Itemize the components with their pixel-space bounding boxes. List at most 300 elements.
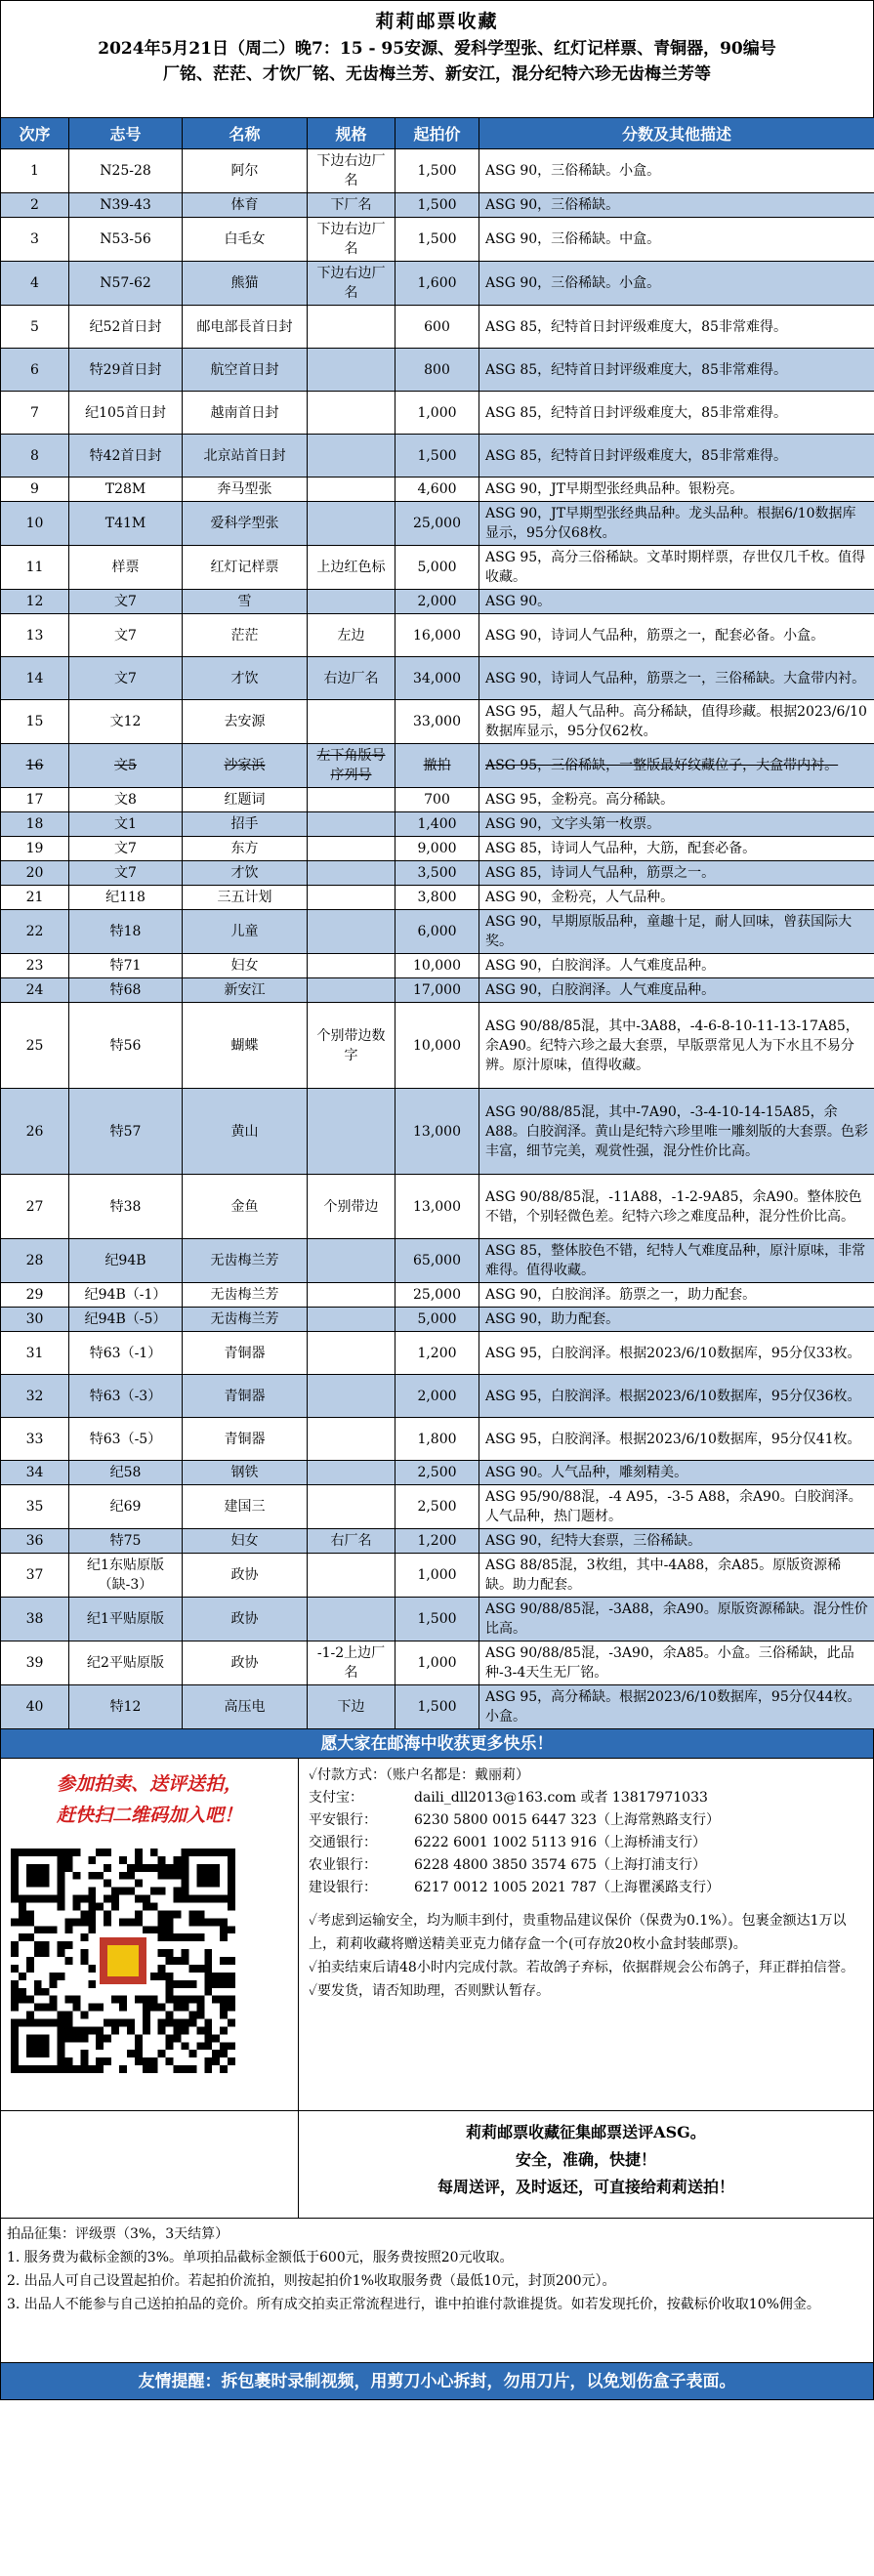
table-row xyxy=(1,1175,874,1239)
table-header-row xyxy=(1,118,874,149)
lot-spec xyxy=(308,392,395,435)
lot-start-price: 1,500 xyxy=(395,1685,479,1729)
lot-number: 23 xyxy=(1,954,69,978)
lot-number: 32 xyxy=(1,1375,69,1418)
lot-number: 7 xyxy=(1,392,69,435)
lot-code: 文7 xyxy=(69,837,183,861)
lot-number: 30 xyxy=(1,1308,69,1332)
lot-start-price: 1,000 xyxy=(395,1554,479,1598)
consignment-rules xyxy=(0,2218,874,2363)
lot-number: 10 xyxy=(1,502,69,546)
lot-name: 去安源 xyxy=(183,700,308,744)
table-row xyxy=(1,861,874,886)
shipping-notes xyxy=(309,1909,863,2003)
lot-number: 26 xyxy=(1,1089,69,1175)
lot-spec: 下边 xyxy=(308,1685,395,1729)
table-row xyxy=(1,262,874,306)
bank-account: 6228 4800 3850 3574 675（上海打浦支行） xyxy=(414,1857,707,1873)
lot-start-price: 600 xyxy=(395,306,479,349)
lot-number: 21 xyxy=(1,886,69,910)
table-row xyxy=(1,392,874,435)
rule-item: 3. 出品人不能参与自己送拍拍品的竞价。所有成交拍卖正常流程进行，谁中拍谁付款谁提货。如若发现托价，按截标价收取10%佣金。 xyxy=(7,2297,820,2312)
lot-code: 纪118 xyxy=(69,886,183,910)
lot-spec xyxy=(308,1375,395,1418)
table-row xyxy=(1,435,874,478)
alipay-value: daili_dll2013@163.com 或者 13817971033 xyxy=(414,1790,708,1806)
lot-name: 熊猫 xyxy=(183,262,308,306)
lot-start-price: 2,500 xyxy=(395,1461,479,1485)
table-row xyxy=(1,1641,874,1685)
lot-name: 青铜器 xyxy=(183,1375,308,1418)
lot-code: 特63（-5） xyxy=(69,1418,183,1461)
lot-description: ASG 90/88/85混，-3A90，余A85。小盒。三俗稀缺，此品种-3-4天生无厂铭。 xyxy=(479,1641,874,1685)
lot-description: ASG 95，白胶润泽。根据2023/6/10数据库，95分仅41枚。 xyxy=(479,1418,874,1461)
table-row xyxy=(1,1418,874,1461)
bank-name: 平安银行： xyxy=(309,1812,377,1828)
lot-code: 文7 xyxy=(69,861,183,886)
lot-number: 25 xyxy=(1,1003,69,1089)
title-block xyxy=(0,0,874,117)
lot-spec xyxy=(308,502,395,546)
lot-description: ASG 90，助力配套。 xyxy=(479,1308,874,1332)
lot-name: 政协 xyxy=(183,1641,308,1685)
lot-start-price: 25,000 xyxy=(395,1283,479,1308)
lot-number: 20 xyxy=(1,861,69,886)
lot-code: 纪1东贴原版（缺-3） xyxy=(69,1554,183,1598)
lot-start-price: 5,000 xyxy=(395,546,479,590)
lot-spec xyxy=(308,1461,395,1485)
lot-description: ASG 90，金粉亮，人气品种。 xyxy=(479,886,874,910)
page-title: 莉莉邮票收藏 xyxy=(375,11,499,32)
lot-start-price: 10,000 xyxy=(395,1003,479,1089)
lot-name: 茫茫 xyxy=(183,614,308,657)
lot-spec: 左下角版号序列号 xyxy=(308,744,395,788)
lot-description: ASG 85，纪特首日封评级难度大，85非常难得。 xyxy=(479,306,874,349)
lot-name: 政协 xyxy=(183,1598,308,1641)
join-line-2: 赶快扫二维码加入吧！ xyxy=(56,1805,242,1826)
lot-description: ASG 90，JT早期型张经典品种。龙头品种。根据6/10数据库显示，95分仅68枚。 xyxy=(479,502,874,546)
table-row xyxy=(1,910,874,954)
lot-number: 16 xyxy=(1,744,69,788)
lot-number: 5 xyxy=(1,306,69,349)
lot-name: 奔马型张 xyxy=(183,478,308,502)
lot-code: 特63（-3） xyxy=(69,1375,183,1418)
lot-start-price: 1,500 xyxy=(395,1598,479,1641)
lot-spec xyxy=(308,954,395,978)
lot-code: T28M xyxy=(69,478,183,502)
table-row xyxy=(1,1554,874,1598)
lot-spec xyxy=(308,886,395,910)
table-row xyxy=(1,954,874,978)
lot-number: 4 xyxy=(1,262,69,306)
table-row xyxy=(1,1685,874,1729)
lot-code: 特63（-1） xyxy=(69,1332,183,1375)
lot-description: ASG 90，三俗稀缺。小盒。 xyxy=(479,262,874,306)
lot-description: ASG 85，纪特首日封评级难度大，85非常难得。 xyxy=(479,349,874,392)
payment-heading: ✓付款方式：（账户名都是：戴丽莉） xyxy=(309,1767,530,1783)
auction-subtitle-2: 厂铭、茫茫、才饮厂铭、无齿梅兰芳、新安江，混分纪特六珍无齿梅兰芳等 xyxy=(163,64,711,84)
table-row xyxy=(1,614,874,657)
lot-start-price: 1,800 xyxy=(395,1418,479,1461)
shipping-note: ✓要发货，请否知助理，否则默认暂存。 xyxy=(309,1983,551,1999)
lot-spec: 下边右边厂名 xyxy=(308,218,395,262)
lot-description: ASG 95，高分稀缺。根据2023/6/10数据库，95分仅44枚。小盒。 xyxy=(479,1685,874,1729)
lot-number: 22 xyxy=(1,910,69,954)
lot-code: 特38 xyxy=(69,1175,183,1239)
lot-code: 纪94B（-5） xyxy=(69,1308,183,1332)
lot-start-price: 3,500 xyxy=(395,861,479,886)
table-row xyxy=(1,1485,874,1529)
lot-code: 特75 xyxy=(69,1529,183,1554)
lot-number: 31 xyxy=(1,1332,69,1375)
table-row xyxy=(1,478,874,502)
lot-name: 沙家浜 xyxy=(183,744,308,788)
lot-code: 纪58 xyxy=(69,1461,183,1485)
lot-name: 蝴蝶 xyxy=(183,1003,308,1089)
table-row xyxy=(1,1239,874,1283)
lot-code: 纪94B xyxy=(69,1239,183,1283)
lot-code: 纪2平贴原版 xyxy=(69,1641,183,1685)
lot-code: 特71 xyxy=(69,954,183,978)
lot-spec xyxy=(308,1554,395,1598)
lot-number: 28 xyxy=(1,1239,69,1283)
table-row xyxy=(1,218,874,262)
table-row xyxy=(1,812,874,837)
col-header-price: 起拍价 xyxy=(395,118,479,149)
lot-start-price: 2,500 xyxy=(395,1485,479,1529)
lot-name: 体育 xyxy=(183,193,308,218)
lot-spec: 右边厂名 xyxy=(308,657,395,700)
lot-start-price: 6,000 xyxy=(395,910,479,954)
col-header-code: 志号 xyxy=(69,118,183,149)
lot-start-price: 1,500 xyxy=(395,193,479,218)
lot-code: N39-43 xyxy=(69,193,183,218)
lot-start-price: 1,000 xyxy=(395,392,479,435)
lot-code: T41M xyxy=(69,502,183,546)
shipping-note: ✓拍卖结束后请48小时内完成付款。若故鸽子弃标，依据群规会公布鸽子，拜正群拍信誉。 xyxy=(309,1960,854,1975)
lot-description: ASG 90，诗词人气品种，筋票之一，三俗稀缺。大盒带内衬。 xyxy=(479,657,874,700)
lot-start-price: 33,000 xyxy=(395,700,479,744)
lot-spec xyxy=(308,861,395,886)
table-row xyxy=(1,349,874,392)
lot-name: 青铜器 xyxy=(183,1418,308,1461)
bank-name: 农业银行： xyxy=(309,1857,377,1873)
lot-code: 特68 xyxy=(69,978,183,1003)
lot-code: 纪94B（-1） xyxy=(69,1283,183,1308)
table-row xyxy=(1,837,874,861)
lot-name: 青铜器 xyxy=(183,1332,308,1375)
lot-spec xyxy=(308,1485,395,1529)
lot-number: 11 xyxy=(1,546,69,590)
lot-code: N25-28 xyxy=(69,149,183,193)
lot-spec xyxy=(308,306,395,349)
lot-code: 特42首日封 xyxy=(69,435,183,478)
lot-spec xyxy=(308,837,395,861)
lot-code: N53-56 xyxy=(69,218,183,262)
payment-panel xyxy=(299,1759,873,2110)
lot-description: ASG 85，纪特首日封评级难度大，85非常难得。 xyxy=(479,392,874,435)
lot-name: 北京站首日封 xyxy=(183,435,308,478)
collection-line-1: 莉莉邮票收藏征集邮票送评ASG。 xyxy=(466,2123,706,2141)
table-row xyxy=(1,886,874,910)
lot-spec xyxy=(308,1239,395,1283)
bank-row xyxy=(309,1809,863,1832)
lot-description: ASG 95，三俗稀缺，一整版最好纹藏位子，大盒带内衬。 xyxy=(479,744,874,788)
bank-list xyxy=(309,1809,863,1899)
join-panel xyxy=(1,1759,299,2110)
lot-code: 文7 xyxy=(69,657,183,700)
lot-number: 29 xyxy=(1,1283,69,1308)
lot-start-price: 800 xyxy=(395,349,479,392)
lot-name: 爱科学型张 xyxy=(183,502,308,546)
bank-name: 建设银行： xyxy=(309,1880,377,1895)
lot-spec xyxy=(308,1418,395,1461)
lot-name: 三五计划 xyxy=(183,886,308,910)
lot-description: ASG 85，诗词人气品种，筋票之一。 xyxy=(479,861,874,886)
join-line-1: 参加拍卖、送评送拍， xyxy=(56,1773,242,1795)
lot-code: 文8 xyxy=(69,788,183,812)
lot-description: ASG 85，整体胶色不错，纪特人气难度品种，原汁原味，非常难得。值得收藏。 xyxy=(479,1239,874,1283)
lot-spec xyxy=(308,1283,395,1308)
lot-spec xyxy=(308,788,395,812)
lot-description: ASG 90，JT早期型张经典品种。银粉亮。 xyxy=(479,478,874,502)
collection-line-2: 安全，准确，快捷！ xyxy=(515,2150,656,2169)
lot-start-price: 9,000 xyxy=(395,837,479,861)
lot-description: ASG 90/88/85混，其中-7A90，-3-4-10-14-15A85，余A88。白胶润泽。黄山是纪特六珍里唯一雕刻版的大套票。色彩丰富，细节完美，观赏性强，混分性价比高。 xyxy=(479,1089,874,1175)
lot-start-price: 2,000 xyxy=(395,590,479,614)
col-header-no: 次序 xyxy=(1,118,69,149)
lot-number: 12 xyxy=(1,590,69,614)
lot-number: 9 xyxy=(1,478,69,502)
lot-start-price: 1,500 xyxy=(395,149,479,193)
lot-description: ASG 90。 xyxy=(479,590,874,614)
table-row xyxy=(1,1461,874,1485)
lot-number: 17 xyxy=(1,788,69,812)
lot-description: ASG 90/88/85混，-11A88，-1-2-9A85，余A90。整体胶色不错，个别轻微色差。纪特六珍之难度品种，混分性价比高。 xyxy=(479,1175,874,1239)
table-row xyxy=(1,1003,874,1089)
lot-number: 38 xyxy=(1,1598,69,1641)
table-row xyxy=(1,1283,874,1308)
lot-name: 妇女 xyxy=(183,954,308,978)
lot-code: 特18 xyxy=(69,910,183,954)
lot-description: ASG 90，三俗稀缺。 xyxy=(479,193,874,218)
lot-name: 红题词 xyxy=(183,788,308,812)
table-row xyxy=(1,306,874,349)
lot-description: ASG 90/88/85混，-3A88，余A90。原版资源稀缺。混分性价比高。 xyxy=(479,1598,874,1641)
lot-description: ASG 95，高分三俗稀缺。文革时期样票，存世仅几千枚。值得收藏。 xyxy=(479,546,874,590)
lot-start-price: 25,000 xyxy=(395,502,479,546)
bank-account: 6222 6001 1002 5113 916（上海桥浦支行） xyxy=(414,1835,707,1850)
lot-spec xyxy=(308,349,395,392)
lot-name: 无齿梅兰芳 xyxy=(183,1239,308,1283)
lot-start-price: 34,000 xyxy=(395,657,479,700)
lot-number: 39 xyxy=(1,1641,69,1685)
lot-description: ASG 90，纪特大套票，三俗稀缺。 xyxy=(479,1529,874,1554)
bank-name: 交通银行： xyxy=(309,1835,377,1850)
lot-number: 24 xyxy=(1,978,69,1003)
table-row xyxy=(1,788,874,812)
lot-number: 33 xyxy=(1,1418,69,1461)
lot-spec: -1-2上边厂名 xyxy=(308,1641,395,1685)
lot-code: 特12 xyxy=(69,1685,183,1729)
col-header-name: 名称 xyxy=(183,118,308,149)
alipay-row xyxy=(309,1787,863,1809)
lot-name: 东方 xyxy=(183,837,308,861)
lot-spec xyxy=(308,910,395,954)
lot-spec xyxy=(308,590,395,614)
lot-spec xyxy=(308,978,395,1003)
lot-code: 样票 xyxy=(69,546,183,590)
lot-number: 14 xyxy=(1,657,69,700)
lot-code: 文12 xyxy=(69,700,183,744)
table-row xyxy=(1,1529,874,1554)
lot-name: 建国三 xyxy=(183,1485,308,1529)
lots-body xyxy=(1,149,874,1729)
lot-code: N57-62 xyxy=(69,262,183,306)
col-header-desc: 分数及其他描述 xyxy=(479,118,874,149)
lot-start-price: 撤拍 xyxy=(395,744,479,788)
collection-section xyxy=(0,2110,874,2218)
lot-number: 40 xyxy=(1,1685,69,1729)
lot-start-price: 4,600 xyxy=(395,478,479,502)
lot-start-price: 1,000 xyxy=(395,1641,479,1685)
shipping-note: ✓考虑到运输安全，均为顺丰到付，贵重物品建议保价（保费为0.1%）。包裹金额达1万以上，莉莉收藏将赠送精美亚克力储存盒一个(可存放20枚小盒封装邮票)。 xyxy=(309,1913,847,1952)
collection-line-3: 每周送评，及时返还，可直接给莉莉送拍！ xyxy=(437,2178,734,2196)
lot-start-price: 1,500 xyxy=(395,218,479,262)
lot-name: 黄山 xyxy=(183,1089,308,1175)
lot-description: ASG 90。人气品种，雕刻精美。 xyxy=(479,1461,874,1485)
lot-spec xyxy=(308,812,395,837)
lot-spec xyxy=(308,435,395,478)
lot-start-price: 10,000 xyxy=(395,954,479,978)
table-row xyxy=(1,1598,874,1641)
lot-name: 政协 xyxy=(183,1554,308,1598)
rule-item: 1. 服务费为截标金额的3%。单项拍品截标金额低于600元，服务费按照20元收取。 xyxy=(7,2250,514,2265)
lot-start-price: 1,600 xyxy=(395,262,479,306)
lot-name: 妇女 xyxy=(183,1529,308,1554)
lot-number: 19 xyxy=(1,837,69,861)
lot-description: ASG 88/85混，3枚组，其中-4A88，余A85。原版资源稀缺。助力配套。 xyxy=(479,1554,874,1598)
lot-name: 金鱼 xyxy=(183,1175,308,1239)
lot-spec xyxy=(308,1089,395,1175)
footer-reminder: 友情提醒：拆包裹时录制视频，用剪刀小心拆封，勿用刀片，以免划伤盒子表面。 xyxy=(0,2363,874,2400)
lot-description: ASG 90，白胶润泽。人气难度品种。 xyxy=(479,978,874,1003)
lot-spec xyxy=(308,1598,395,1641)
lot-start-price: 1,500 xyxy=(395,435,479,478)
table-row xyxy=(1,1308,874,1332)
lot-start-price: 5,000 xyxy=(395,1308,479,1332)
lot-name: 高压电 xyxy=(183,1685,308,1729)
info-section xyxy=(0,1759,874,2110)
lot-description: ASG 90，白胶润泽。筋票之一，助力配套。 xyxy=(479,1283,874,1308)
lot-number: 34 xyxy=(1,1461,69,1485)
lot-code: 文7 xyxy=(69,590,183,614)
lot-description: ASG 95，超人气品种。高分稀缺，值得珍藏。根据2023/6/10数据库显示，95分仅62枚。 xyxy=(479,700,874,744)
lot-name: 无齿梅兰芳 xyxy=(183,1308,308,1332)
lot-name: 新安江 xyxy=(183,978,308,1003)
lot-description: ASG 85，诗词人气品种，大筋，配套必备。 xyxy=(479,837,874,861)
lot-description: ASG 90，文字头第一枚票。 xyxy=(479,812,874,837)
lot-number: 1 xyxy=(1,149,69,193)
lot-code: 纪52首日封 xyxy=(69,306,183,349)
lot-name: 白毛女 xyxy=(183,218,308,262)
lot-spec xyxy=(308,1308,395,1332)
lot-number: 13 xyxy=(1,614,69,657)
collection-text xyxy=(299,2111,873,2218)
lot-name: 邮电部長首日封 xyxy=(183,306,308,349)
lot-description: ASG 90，三俗稀缺。中盒。 xyxy=(479,218,874,262)
auction-subtitle-1: 2024年5月21日（周二）晚7：15 - 95安源、爱科学型张、红灯记样票、青铜器，90编号 xyxy=(98,39,776,59)
collection-spacer xyxy=(1,2111,299,2218)
lot-code: 特56 xyxy=(69,1003,183,1089)
table-row xyxy=(1,546,874,590)
lot-start-price: 65,000 xyxy=(395,1239,479,1283)
lot-spec: 下厂名 xyxy=(308,193,395,218)
lot-number: 6 xyxy=(1,349,69,392)
lot-number: 36 xyxy=(1,1529,69,1554)
lot-code: 纪69 xyxy=(69,1485,183,1529)
lot-name: 无齿梅兰芳 xyxy=(183,1283,308,1308)
lot-spec: 个别带边 xyxy=(308,1175,395,1239)
lot-description: ASG 90，诗词人气品种，筋票之一，配套必备。小盒。 xyxy=(479,614,874,657)
col-header-spec: 规格 xyxy=(308,118,395,149)
lot-number: 35 xyxy=(1,1485,69,1529)
lot-spec: 个别带边数字 xyxy=(308,1003,395,1089)
lot-code: 文7 xyxy=(69,614,183,657)
lot-spec: 上边红色标 xyxy=(308,546,395,590)
lot-number: 18 xyxy=(1,812,69,837)
lot-spec xyxy=(308,478,395,502)
lot-start-price: 700 xyxy=(395,788,479,812)
lot-name: 阿尔 xyxy=(183,149,308,193)
lot-code: 特29首日封 xyxy=(69,349,183,392)
lot-start-price: 17,000 xyxy=(395,978,479,1003)
qr-code-icon[interactable] xyxy=(11,1849,235,2073)
lot-start-price: 1,400 xyxy=(395,812,479,837)
lot-spec: 左边 xyxy=(308,614,395,657)
lot-description: ASG 95，白胶润泽。根据2023/6/10数据库，95分仅33枚。 xyxy=(479,1332,874,1375)
table-row xyxy=(1,502,874,546)
lots-table xyxy=(0,117,874,1729)
lot-code: 纪105首日封 xyxy=(69,392,183,435)
lot-start-price: 13,000 xyxy=(395,1175,479,1239)
rules-heading: 拍品征集：评级票（3%，3天结算） xyxy=(7,2226,229,2242)
lot-name: 儿童 xyxy=(183,910,308,954)
lot-start-price: 16,000 xyxy=(395,614,479,657)
lot-spec xyxy=(308,700,395,744)
bank-account: 6217 0012 1005 2021 787（上海瞿溪路支行） xyxy=(414,1880,721,1895)
lot-code: 文5 xyxy=(69,744,183,788)
lot-code: 纪1平贴原版 xyxy=(69,1598,183,1641)
lot-number: 27 xyxy=(1,1175,69,1239)
lot-name: 航空首日封 xyxy=(183,349,308,392)
lot-number: 15 xyxy=(1,700,69,744)
lot-name: 红灯记样票 xyxy=(183,546,308,590)
lot-name: 才饮 xyxy=(183,861,308,886)
lot-description: ASG 95，金粉亮。高分稀缺。 xyxy=(479,788,874,812)
lot-name: 钢铁 xyxy=(183,1461,308,1485)
table-row xyxy=(1,657,874,700)
lot-spec: 下边右边厂名 xyxy=(308,262,395,306)
lot-start-price: 1,200 xyxy=(395,1529,479,1554)
table-row xyxy=(1,1375,874,1418)
table-row xyxy=(1,590,874,614)
bank-row xyxy=(309,1832,863,1854)
lot-start-price: 1,200 xyxy=(395,1332,479,1375)
table-row xyxy=(1,1089,874,1175)
lot-start-price: 13,000 xyxy=(395,1089,479,1175)
lot-description: ASG 90，白胶润泽。人气难度品种。 xyxy=(479,954,874,978)
